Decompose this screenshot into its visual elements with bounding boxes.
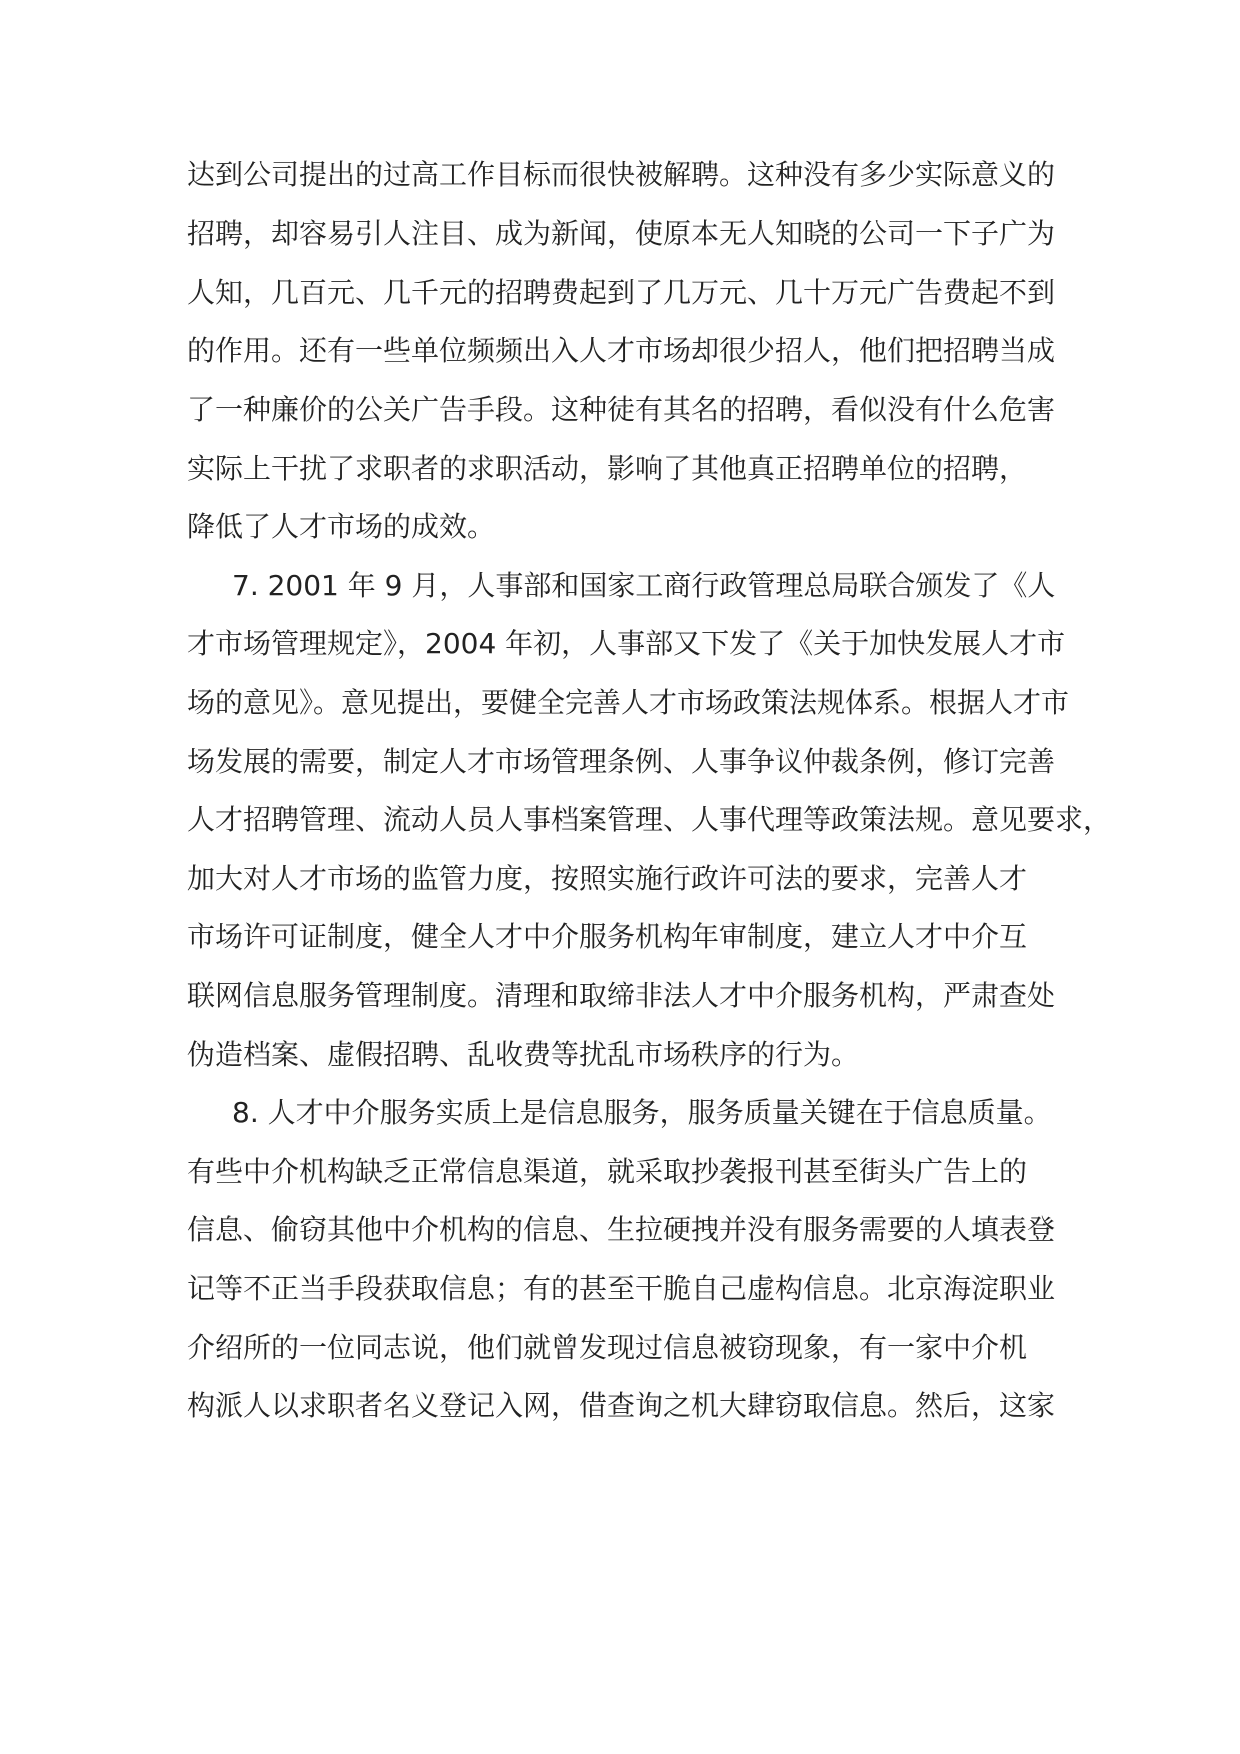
text-line: 记等不正当手段获取信息；有的甚至干脆自己虚构信息。北京海淀职业: [187, 1272, 1056, 1305]
text-line: 达到公司提出的过高工作目标而很快被解聘。这种没有多少实际意义的: [187, 158, 1056, 191]
text-line: 才市场管理规定》，2004 年初，人事部又下发了《关于加快发展人才市: [187, 627, 1066, 660]
text-line: 伪造档案、虚假招聘、乱收费等扰乱市场秩序的行为。: [187, 1038, 860, 1071]
text-line: 场的意见》。意见提出，要健全完善人才市场政策法规体系。根据人才市: [187, 686, 1070, 719]
text-line: 的作用。还有一些单位频频出入人才市场却很少招人，他们把招聘当成: [187, 334, 1056, 367]
paragraph-8-first-line: 8. 人才中介服务实质上是信息服务，服务质量关键在于信息质量。: [232, 1096, 1052, 1129]
text-line: 招聘，却容易引人注目、成为新闻，使原本无人知晓的公司一下子广为: [187, 217, 1056, 250]
text-line: 介绍所的一位同志说，他们就曾发现过信息被窃现象，有一家中介机: [187, 1331, 1028, 1364]
text-line: 实际上干扰了求职者的求职活动，影响了其他真正招聘单位的招聘，: [187, 452, 1028, 485]
text-line: 了一种廉价的公关广告手段。这种徒有其名的招聘，看似没有什么危害: [187, 393, 1056, 426]
text-line: 有些中介机构缺乏正常信息渠道，就采取抄袭报刊甚至街头广告上的: [187, 1155, 1028, 1188]
text-line: 人才招聘管理、流动人员人事档案管理、人事代理等政策法规。意见要求，: [187, 803, 1112, 836]
paragraph-7-first-line: 7. 2001 年 9 月，人事部和国家工商行政管理总局联合颁发了《人: [232, 569, 1056, 602]
text-line: 人知，几百元、几千元的招聘费起到了几万元、几十万元广告费起不到: [187, 276, 1056, 309]
text-line: 信息、偷窃其他中介机构的信息、生拉硬拽并没有服务需要的人填表登: [187, 1213, 1056, 1246]
text-line: 构派人以求职者名义登记入网，借查询之机大肆窃取信息。然后，这家: [187, 1389, 1056, 1422]
text-line: 场发展的需要，制定人才市场管理条例、人事争议仲裁条例，修订完善: [187, 745, 1056, 778]
text-line: 联网信息服务管理制度。清理和取缔非法人才中介服务机构，严肃查处: [187, 979, 1056, 1012]
text-line: 市场许可证制度，健全人才中介服务机构年审制度，建立人才中介互: [187, 920, 1028, 953]
text-line: 降低了人才市场的成效。: [187, 510, 496, 543]
text-line: 加大对人才市场的监管力度，按照实施行政许可法的要求，完善人才: [187, 862, 1028, 895]
